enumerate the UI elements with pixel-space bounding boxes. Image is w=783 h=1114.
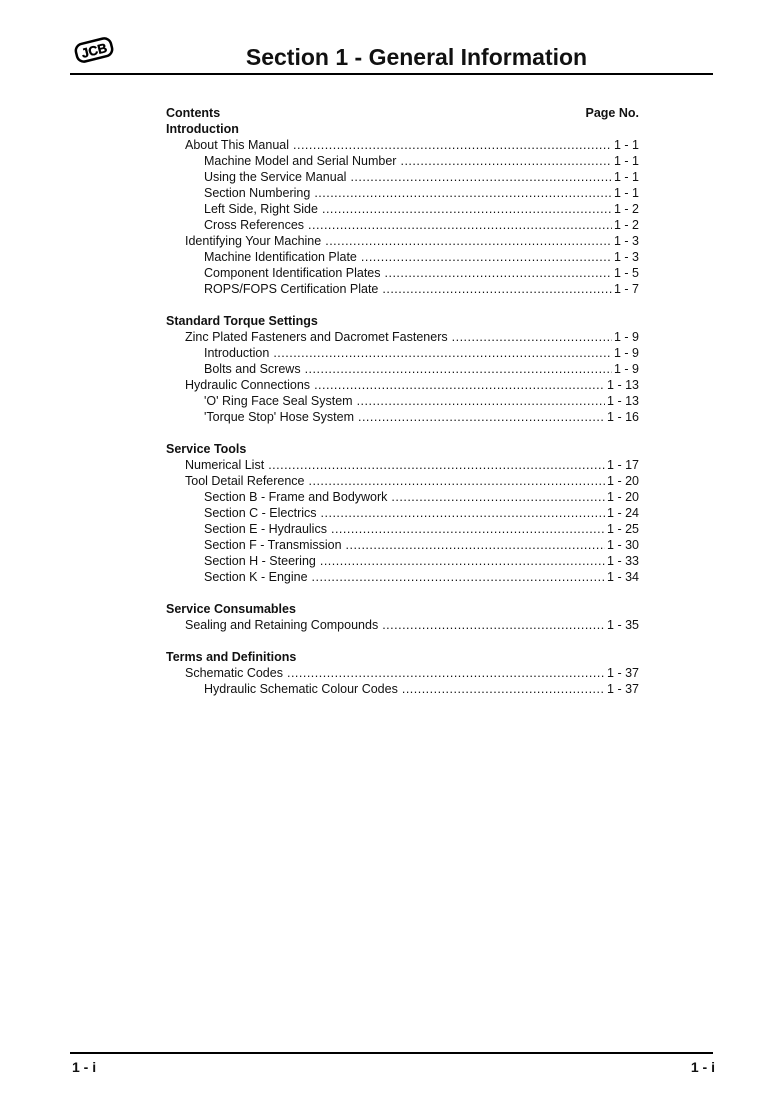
toc-entry-label: Machine Identification Plate (204, 250, 357, 264)
toc-entry-label: Identifying Your Machine (185, 234, 322, 248)
toc-entry-label: Left Side, Right Side (204, 202, 318, 216)
toc-leader-dots (308, 217, 612, 233)
toc-group-title: Introduction (166, 122, 239, 136)
toc-entry[interactable] (166, 393, 639, 409)
toc-group-title: Terms and Definitions (166, 650, 297, 664)
toc-entry-page: 1 - 16 (607, 410, 639, 424)
toc-entry-page: 1 - 1 (613, 170, 639, 184)
toc-leader-dots (382, 281, 612, 297)
logo-text: JCB (79, 40, 109, 61)
toc-entry-label: Tool Detail Reference (185, 474, 305, 488)
toc-group-title: Service Tools (166, 442, 247, 456)
toc-groups (166, 121, 639, 697)
toc-leader-dots (357, 393, 605, 409)
toc-entry[interactable] (166, 217, 639, 233)
toc-group (166, 649, 639, 697)
toc-leader-dots (358, 409, 605, 425)
toc-entry-page: 1 - 1 (613, 154, 639, 168)
toc-entry-label: 'Torque Stop' Hose System (204, 410, 354, 424)
footer-page-right: 1 - i (690, 1059, 715, 1075)
toc-entry-label: Section C - Electrics (204, 506, 317, 520)
toc-entry[interactable] (166, 329, 639, 345)
toc-entry-label: Bolts and Screws (204, 362, 301, 376)
toc-leader-dots (400, 153, 612, 169)
toc-entry-label: Section K - Engine (204, 570, 308, 584)
toc-leader-dots (273, 345, 612, 361)
toc-entry-page: 1 - 33 (607, 554, 639, 568)
toc-entry-page: 1 - 13 (607, 394, 639, 408)
toc-leader-dots (305, 361, 612, 377)
toc-leader-dots (361, 249, 612, 265)
toc-entry[interactable] (166, 553, 639, 569)
toc-entry-label: Hydraulic Schematic Colour Codes (204, 682, 398, 696)
toc-entry-page: 1 - 24 (607, 506, 639, 520)
toc-entry[interactable] (166, 185, 639, 201)
toc-entry-label: Component Identification Plates (204, 266, 381, 280)
toc-leader-dots (321, 505, 606, 521)
toc-entry-label: ROPS/FOPS Certification Plate (204, 282, 379, 296)
footer-divider (70, 1052, 713, 1054)
toc-entry-page: 1 - 20 (607, 474, 639, 488)
toc-entry-page: 1 - 1 (613, 186, 639, 200)
toc-entry[interactable] (166, 681, 639, 697)
toc-entry-page: 1 - 20 (607, 490, 639, 504)
toc-leader-dots (322, 201, 612, 217)
toc-entry-label: About This Manual (185, 138, 289, 152)
toc-leader-dots (350, 169, 612, 185)
toc-group-title: Service Consumables (166, 602, 296, 616)
toc-leader-dots (402, 681, 605, 697)
page-title: Section 1 - General Information (245, 44, 588, 70)
toc-entry[interactable] (166, 201, 639, 217)
toc-entry-page: 1 - 13 (607, 378, 639, 392)
toc-entry-page: 1 - 9 (613, 346, 639, 360)
toc-entry[interactable] (166, 409, 639, 425)
toc-leader-dots (293, 137, 612, 153)
toc-entry-label: Section H - Steering (204, 554, 316, 568)
toc-entry[interactable] (166, 249, 639, 265)
toc-entry-page: 1 - 34 (607, 570, 639, 584)
toc-entry[interactable] (166, 233, 639, 249)
toc-leader-dots (320, 553, 605, 569)
toc-entry[interactable] (166, 137, 639, 153)
toc-entry[interactable] (166, 505, 639, 521)
toc-entry-page: 1 - 1 (613, 138, 639, 152)
page-number-label: Page No. (585, 106, 639, 120)
toc-entry-label: Sealing and Retaining Compounds (185, 618, 379, 632)
toc-entry-page: 1 - 37 (607, 666, 639, 680)
table-of-contents (166, 105, 639, 713)
toc-entry-label: Schematic Codes (185, 666, 283, 680)
toc-entry[interactable] (166, 617, 639, 633)
toc-entry[interactable] (166, 457, 639, 473)
toc-leader-dots (391, 489, 605, 505)
toc-entry[interactable] (166, 345, 639, 361)
toc-entry-label: Using the Service Manual (204, 170, 347, 184)
toc-leader-dots (314, 185, 612, 201)
toc-group (166, 121, 639, 297)
toc-entry[interactable] (166, 473, 639, 489)
toc-group (166, 601, 639, 633)
toc-entry-page: 1 - 2 (613, 202, 639, 216)
toc-group-title: Standard Torque Settings (166, 314, 318, 328)
toc-entry[interactable] (166, 265, 639, 281)
toc-group (166, 441, 639, 585)
toc-entry-page: 1 - 3 (613, 250, 639, 264)
toc-header (166, 105, 639, 121)
toc-leader-dots (314, 377, 605, 393)
toc-leader-dots (312, 569, 605, 585)
toc-entry[interactable] (166, 169, 639, 185)
toc-entry-label: Cross References (204, 218, 305, 232)
toc-entry[interactable] (166, 361, 639, 377)
toc-entry-page: 1 - 7 (613, 282, 639, 296)
toc-entry-label: Numerical List (185, 458, 265, 472)
contents-label: Contents (166, 106, 221, 120)
toc-entry-page: 1 - 5 (613, 266, 639, 280)
toc-leader-dots (325, 233, 612, 249)
toc-entry-page: 1 - 37 (607, 682, 639, 696)
toc-entry-page: 1 - 3 (613, 234, 639, 248)
toc-entry[interactable] (166, 153, 639, 169)
toc-entry-label: Section B - Frame and Bodywork (204, 490, 388, 504)
toc-entry-page: 1 - 9 (613, 330, 639, 344)
toc-entry[interactable] (166, 569, 639, 585)
toc-entry-label: Hydraulic Connections (185, 378, 311, 392)
jcb-logo-icon (72, 33, 116, 67)
toc-group (166, 313, 639, 425)
toc-leader-dots (382, 617, 605, 633)
toc-leader-dots (346, 537, 605, 553)
toc-entry-label: Section Numbering (204, 186, 311, 200)
toc-entry-page: 1 - 35 (607, 618, 639, 632)
toc-entry-page: 1 - 25 (607, 522, 639, 536)
toc-leader-dots (287, 665, 605, 681)
toc-entry[interactable] (166, 537, 639, 553)
toc-entry-label: Machine Model and Serial Number (204, 154, 397, 168)
toc-entry[interactable] (166, 665, 639, 681)
toc-leader-dots (268, 457, 605, 473)
toc-leader-dots (309, 473, 606, 489)
toc-entry-label: Zinc Plated Fasteners and Dacromet Fasteners (185, 330, 448, 344)
toc-entry-page: 1 - 17 (607, 458, 639, 472)
toc-entry-label: 'O' Ring Face Seal System (204, 394, 353, 408)
header-divider (70, 73, 713, 75)
toc-entry[interactable] (166, 377, 639, 393)
toc-entry[interactable] (166, 489, 639, 505)
toc-entry-page: 1 - 30 (607, 538, 639, 552)
toc-leader-dots (331, 521, 605, 537)
toc-entry-label: Section E - Hydraulics (204, 522, 327, 536)
toc-leader-dots (385, 265, 612, 281)
toc-entry-page: 1 - 9 (613, 362, 639, 376)
toc-entry[interactable] (166, 281, 639, 297)
footer-page-left: 1 - i (72, 1059, 97, 1075)
toc-entry-label: Section F - Transmission (204, 538, 342, 552)
toc-entry-page: 1 - 2 (613, 218, 639, 232)
toc-entry[interactable] (166, 521, 639, 537)
toc-entry-label: Introduction (204, 346, 270, 360)
toc-leader-dots (452, 329, 612, 345)
